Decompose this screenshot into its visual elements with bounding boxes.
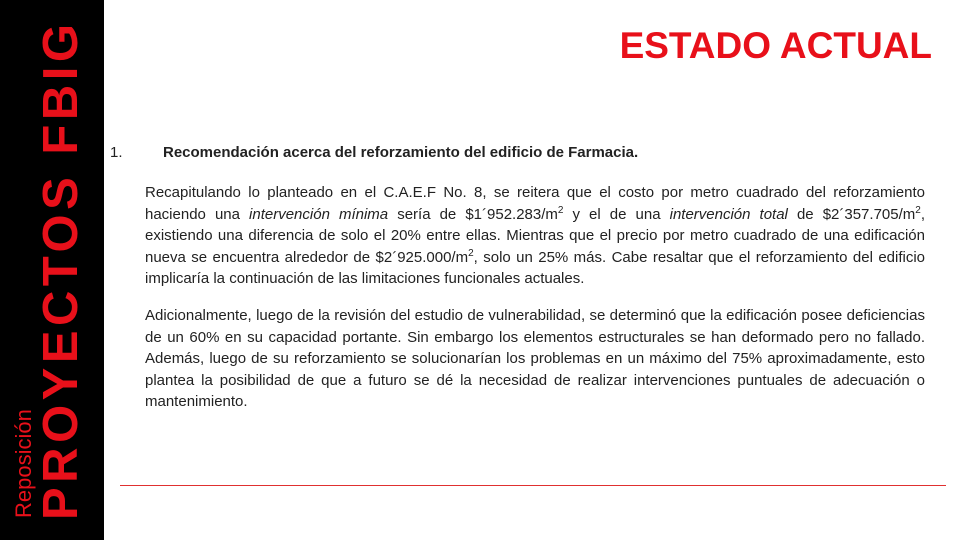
sidebar-subtitle: Reposición — [11, 409, 36, 518]
section-heading — [110, 142, 925, 163]
p1-text-a: Recapitulando lo planteado en el C.A.E.F No. 8, se reitera que el costo por metro cuadrado del reforzamiento haciendo una — [145, 184, 925, 223]
sidebar-rotated-text — [0, 0, 104, 540]
page-title: ESTADO ACTUAL — [619, 25, 932, 66]
p1-text-d: y el de una — [563, 205, 670, 223]
paragraph-costs — [145, 182, 925, 289]
p1-superscript: 2 — [915, 204, 921, 216]
sidebar-banner — [0, 0, 104, 540]
p1-superscript: 2 — [468, 247, 474, 259]
p1-text-g: , existiendo una diferencia de solo el 20% entre ellas. Mientras que el precio por metro cuadrado de una edificación nueva se encuentra alrededor de $2´925.000/m — [145, 205, 925, 266]
p1-text-h: , solo un 25% más. Cabe resaltar que el reforzamiento del edificio implicaría la continuación de las limitaciones funcionales actuales. — [145, 248, 926, 288]
divider-line — [120, 485, 946, 486]
p1-emphasis-minimal: intervención mínima — [249, 205, 389, 223]
p1-text-f: de $2´357.705/m — [787, 205, 916, 223]
document-excerpt — [110, 142, 925, 428]
sidebar-title: PROYECTOS FBIG — [34, 19, 88, 520]
heading-number: 1. — [110, 144, 123, 161]
paragraph-vulnerability: Adicionalmente, luego de la revisión del estudio de vulnerabilidad, se determinó que la edificación posee deficiencias de un 60% en su capacidad portante. Sin embargo los elementos estructurales se han deformado pero no fallado. Además, luego de su reforzamiento se solucionarían los problemas en un máximo del 75% aproximadamente, esto plantea la posibilidad de que a futuro se dé la necesidad de realizar intervenciones puntuales de adecuación o mantenimiento. — [145, 307, 925, 411]
heading-text: Recomendación acerca del reforzamiento del edificio de Farmacia. — [163, 144, 639, 161]
p1-text-c: sería de $1´952.283/m — [388, 205, 558, 223]
p1-superscript: 2 — [557, 204, 564, 216]
p1-emphasis-total: intervención total — [669, 205, 788, 223]
